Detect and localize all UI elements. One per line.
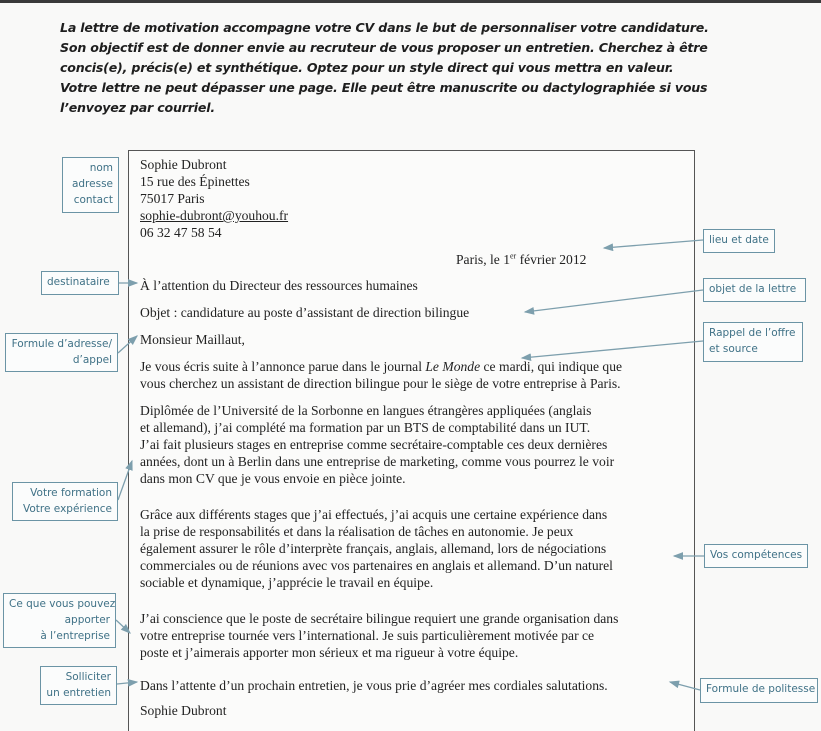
letter-date (456, 251, 586, 268)
p1-text: Je vous écris suite à l’annonce parue dans le journal (140, 359, 426, 374)
paragraph-education (140, 402, 614, 487)
p3-line: Grâce aux différents stages que j’ai effectués, j’ai acquis une certaine expérience dans (140, 507, 608, 522)
callout-interview (40, 666, 117, 705)
subject: Objet : candidature au poste d’assistant de direction bilingue (140, 305, 470, 320)
callout-text: un entretien (46, 687, 111, 699)
p2-line: J’ai fait plusieurs stages en entreprise comme secrétaire-comptable ces deux dernières (140, 437, 608, 452)
p4-line: poste et j’aimerais apporter mon sérieux et ma rigueur à votre équipe. (140, 645, 519, 660)
p3-line: commerciales ou de réunions avec vos partenaires en anglais et allemand. D’un naturel (140, 558, 613, 573)
callout-text: Rappel de l’offre (709, 327, 796, 339)
sender-city: 75017 Paris (140, 191, 205, 206)
callout-sender (62, 157, 119, 213)
p2-line: et allemand), j’ai complété ma formation par un BTS de comptabilité dans un IUT. (140, 420, 591, 435)
callout-recipient: destinataire (41, 271, 119, 295)
p2-line: Diplômée de l’Université de la Sorbonne en langues étrangères appliquées (anglais (140, 403, 592, 418)
callout-text: nom (89, 162, 113, 174)
intro-line: La lettre de motivation accompagne votre CV dans le but de personnaliser votre candidature. (60, 20, 709, 35)
callout-skills: Vos compétences (704, 544, 808, 568)
callout-salutation (5, 333, 118, 372)
callout-text: apporter (64, 614, 110, 626)
callout-text: et source (709, 343, 758, 355)
sender-block (140, 156, 288, 241)
p3-line: la prise de responsabilités et dans la réalisation de tâches en autonomie. Je peux (140, 524, 574, 539)
date-suffix: février 2012 (516, 252, 587, 267)
callout-education (12, 482, 118, 521)
callout-text: Ce que vous pouvez (9, 598, 116, 610)
callout-text: d’appel (72, 354, 112, 366)
intro-line: concis(e), précis(e) et synthétique. Optez pour un style direct qui vous mettra en valeur. (60, 60, 674, 75)
top-edge (0, 0, 821, 3)
closing: Dans l’attente d’un prochain entretien, je vous prie d’agréer mes cordiales salutations. (140, 678, 608, 693)
intro-line: Son objectif est de donner envie au recruteur de vous proposer un entretien. Cherchez à être (60, 40, 708, 55)
sender-street: 15 rue des Épinettes (140, 174, 250, 189)
paragraph-contribution (140, 610, 618, 661)
p1-text: ce mardi, qui indique que (480, 359, 623, 374)
callout-politeness: Formule de politesse (700, 678, 818, 703)
callout-text: Votre expérience (23, 503, 112, 515)
callout-text: Formule d’adresse/ (11, 338, 112, 350)
paragraph-offer (140, 358, 622, 392)
date-sup: er (510, 251, 517, 261)
intro-paragraph (60, 18, 760, 118)
sender-phone: 06 32 47 58 54 (140, 225, 222, 240)
callout-text: contact (73, 194, 113, 206)
recipient: À l’attention du Directeur des ressources humaines (140, 278, 418, 293)
callout-contribution (3, 593, 116, 648)
p4-line: J’ai conscience que le poste de secrétaire bilingue requiert une grande organisation dans (140, 611, 619, 626)
callout-text: Votre formation (30, 487, 112, 499)
salutation: Monsieur Maillaut, (140, 332, 245, 347)
p3-line: sociable et dynamique, j’apprécie le travail en équipe. (140, 575, 434, 590)
newspaper-name: Le Monde (425, 359, 481, 374)
sender-name: Sophie Dubront (140, 157, 227, 172)
callout-text: adresse (71, 178, 113, 190)
p2-line: dans mon CV que je vous envoie en pièce jointe. (140, 471, 406, 486)
p4-line: votre entreprise tournée vers l’international. Je suis particulièrement motivée par ce (140, 628, 595, 643)
p1-line: vous cherchez un assistant de direction bilingue pour le siège de votre entreprise à Paris. (140, 376, 621, 391)
callout-place-date: lieu et date (703, 229, 775, 253)
date-prefix: Paris, le 1 (456, 252, 510, 267)
p2-line: années, dont un à Berlin dans une entreprise de marketing, comme vous pourrez le voir (140, 454, 615, 469)
paragraph-skills (140, 506, 613, 591)
intro-line: l’envoyez par courriel. (60, 100, 215, 115)
callout-text: à l’entreprise (40, 630, 110, 642)
callout-text: Solliciter (65, 671, 111, 683)
sender-email[interactable]: sophie-dubront@youhou.fr (140, 208, 289, 223)
p3-line: également assurer le rôle d’interprète français, anglais, allemand, lors de négociations (140, 541, 607, 556)
intro-line: Votre lettre ne peut dépasser une page. Elle peut être manuscrite ou dactylographiée si vous (60, 80, 708, 95)
callout-subject: objet de la lettre (703, 278, 806, 302)
callout-offer (703, 322, 803, 362)
signature: Sophie Dubront (140, 703, 227, 718)
